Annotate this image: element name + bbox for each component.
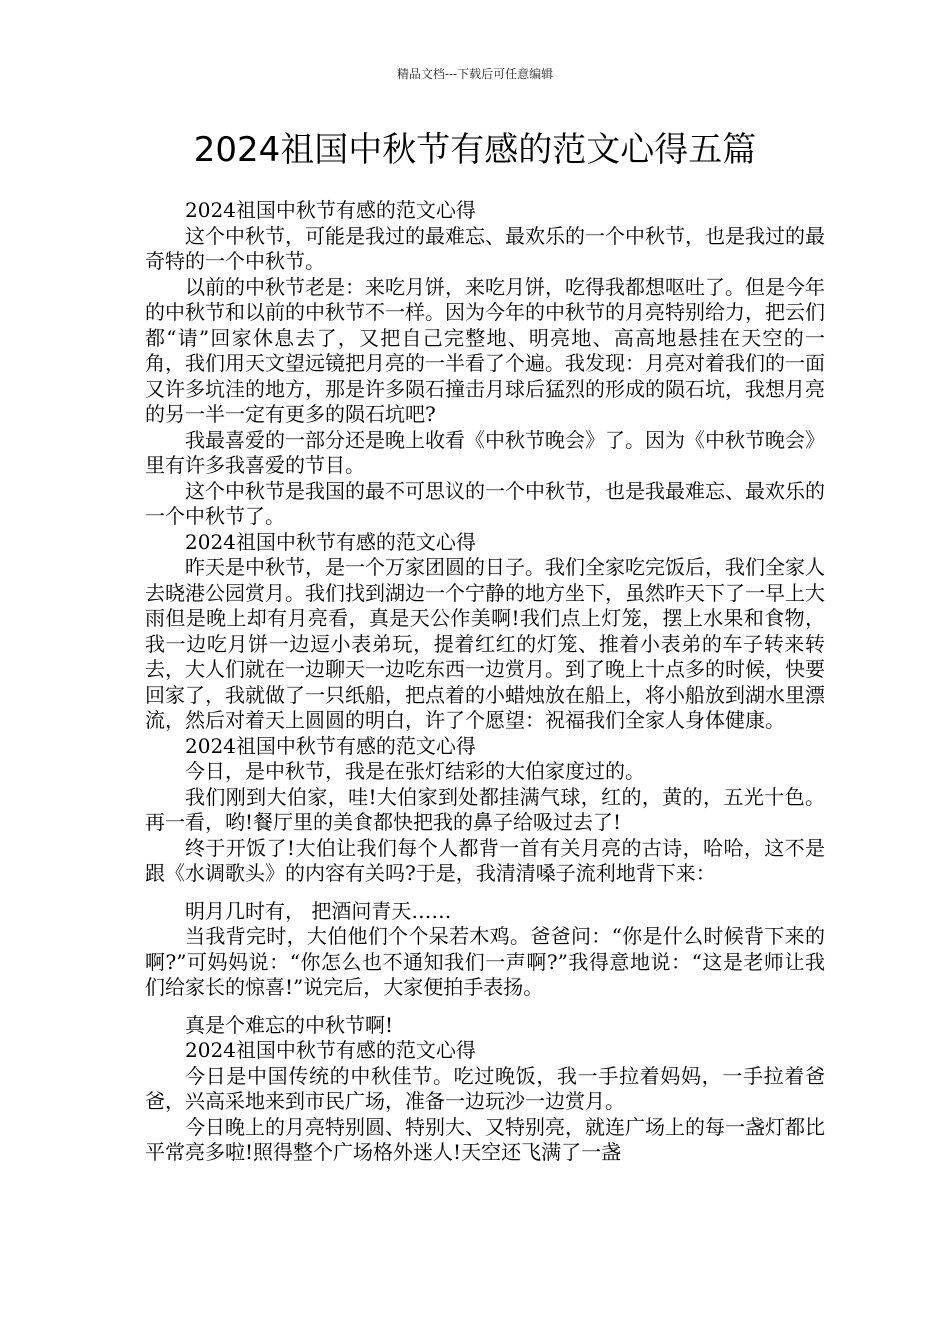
document-body bbox=[145, 198, 825, 1166]
paragraph: 昨天是中秋节，是一个万家团圆的日子。我们全家吃完饭后，我们全家人去晓港公园赏月。我们找到湖边一个宁静的地方坐下，虽然昨天下了一早上大雨但是晚上却有月亮看，真是天公作美啊!我们点上灯笼，摆上水果和食物，我一边吃月饼一边逗小表弟玩，提着红红的灯笼、推着小表弟的车子转来转去，大人们就在一边聊天一边吃东西一边赏月。到了晚上十点多的时候，快要回家了，我就做了一只纸船，把点着的小蜡烛放在船上，将小船放到湖水里漂流，然后对着天上圆圆的明白，许了个愿望：祝福我们全家人身体健康。 bbox=[145, 555, 825, 732]
section-heading: 2024祖国中秋节有感的范文心得 bbox=[185, 733, 476, 758]
section-heading: 2024祖国中秋节有感的范文心得 bbox=[185, 1038, 476, 1062]
paragraph: 真是个难忘的中秋节啊! bbox=[185, 1012, 394, 1037]
paragraph: 以前的中秋节老是：来吃月饼，来吃月饼，吃得我都想呕吐了。但是今年的中秋节和以前的中秋节不一样。因为今年的中秋节的月亮特别给力，把云们都“请”回家休息去了，又把自己完整地、明亮地、高高地悬挂在天空的一角，我们用天文望远镜把月亮的一半看了个遍。我发现：月亮对着我们的一面又许多坑洼的地方，那是许多陨石撞击月球后猛烈的形成的陨石坑，我想月亮的另一半一定有更多的陨石坑吧? bbox=[145, 274, 825, 426]
paragraph: 这个中秋节是我国的最不可思议的一个中秋节，也是我最难忘、最欢乐的一个中秋节了。 bbox=[145, 478, 825, 528]
paragraph: 当我背完时，大伯他们个个呆若木鸡。爸爸问：“你是什么时候背下来的啊?”可妈妈说：“你怎么也不通知我们一声啊?”我得意地说：“这是老师让我们给家长的惊喜!”说完后，大家便拍手表扬。 bbox=[145, 924, 825, 999]
paragraph: 我最喜爱的一部分还是晚上收看《中秋节晚会》了。因为《中秋节晚会》里有许多我喜爱的节目。 bbox=[145, 427, 825, 477]
poem-line: 明月几时有， 把酒问青天…… bbox=[185, 898, 452, 923]
paragraph: 这个中秋节，可能是我过的最难忘、最欢乐的一个中秋节，也是我过的最奇特的一个中秋节。 bbox=[145, 223, 825, 273]
document-title: 2024祖国中秋节有感的范文心得五篇 bbox=[193, 130, 757, 170]
paragraph: 今日晚上的月亮特别圆、特别大、又特别亮，就连广场上的每一盏灯都比平常亮多啦!照得整个广场格外迷人!天空还飞满了一盏 bbox=[145, 1114, 825, 1164]
section-heading: 2024祖国中秋节有感的范文心得 bbox=[185, 198, 476, 222]
section-heading: 2024祖国中秋节有感的范文心得 bbox=[185, 529, 476, 554]
paragraph: 我们刚到大伯家，哇!大伯家到处都挂满气球，红的，黄的，五光十色。再一看，哟!餐厅里的美食都快把我的鼻子给吸过去了! bbox=[145, 784, 825, 834]
paragraph: 终于开饭了!大伯让我们每个人都背一首有关月亮的古诗，哈哈，这不是跟《水调歌头》的内容有关吗?于是，我清清嗓子流利地背下来： bbox=[145, 835, 825, 885]
paragraph: 今日是中国传统的中秋佳节。吃过晚饭，我一手拉着妈妈，一手拉着爸爸，兴高采地来到市民广场，准备一边玩沙一边赏月。 bbox=[145, 1063, 825, 1113]
paragraph: 今日，是中秋节，我是在张灯结彩的大伯家度过的。 bbox=[185, 759, 645, 783]
page-header: 精品文档---下载后可任意编辑 bbox=[396, 67, 554, 81]
